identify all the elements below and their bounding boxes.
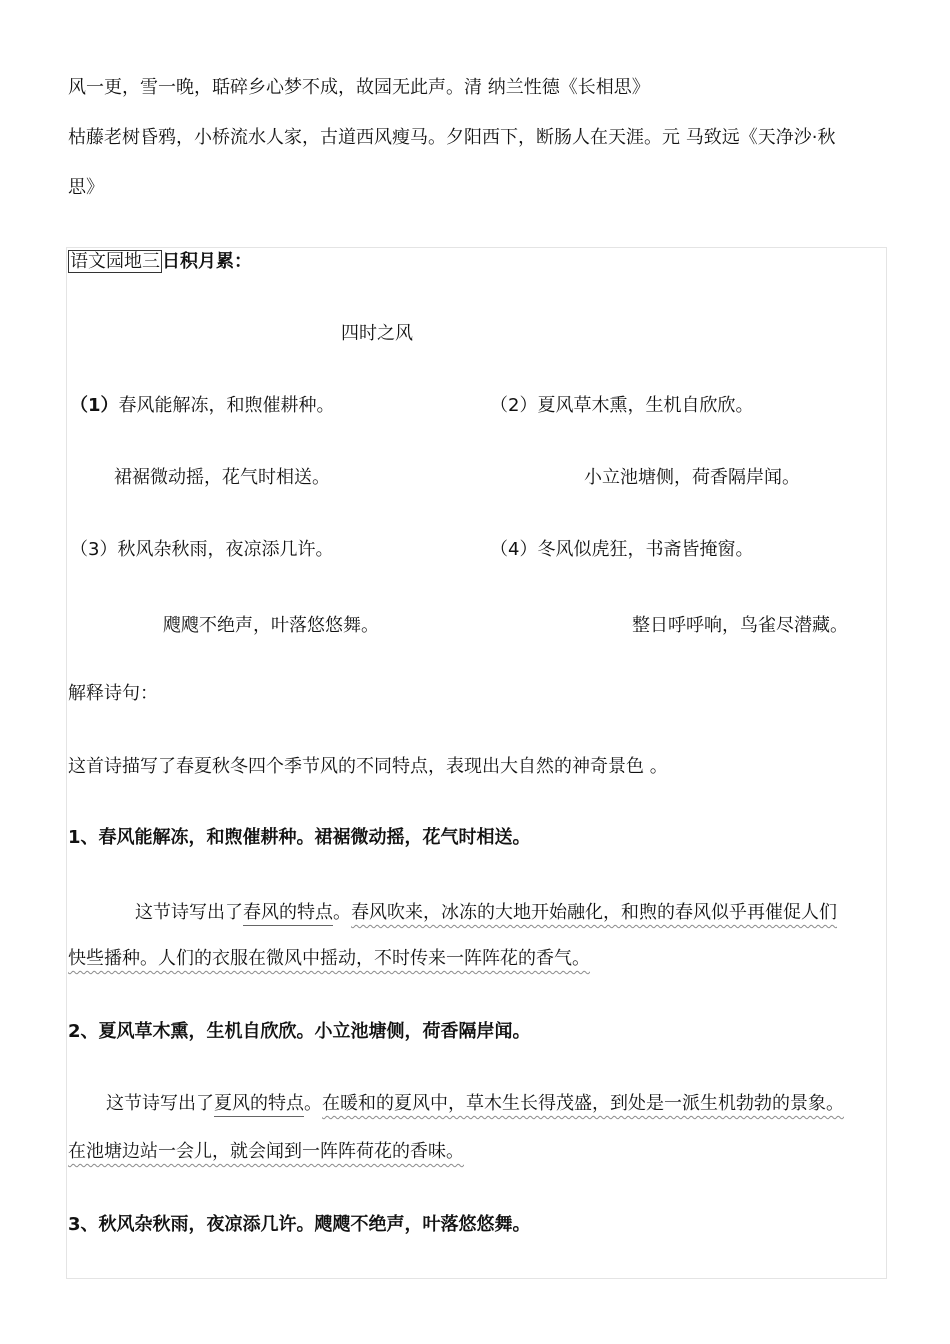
poem-title: 四时之风 [341,323,413,344]
item-1-paragraph-line-1 [135,901,837,925]
item-2-wavy-2: 在池塘边站一会儿，就会闻到一阵阵荷花的香味。 [68,1141,464,1162]
verse-3-text-1: 秋风杂秋雨，夜凉添几许。 [117,539,334,560]
section-label-rest: 日积月累： [162,251,252,272]
item-2-paragraph-line-2 [68,1140,464,1164]
item-2-period: 。 [304,1093,322,1114]
verse-2-number: （2） [490,395,538,416]
item-2-paragraph-line-1 [106,1092,844,1116]
verse-2-line-2: 小立池塘侧，荷香隔岸闻。 [584,467,800,488]
item-1-key-phrase: 春风的特点 [243,902,333,926]
verse-4-line-2: 整日呼呼响，鸟雀尽潜藏。 [632,615,848,636]
verse-4-number: （4） [490,539,538,560]
item-1-period: 。 [333,902,351,923]
verse-3-line-2: 飕飕不绝声，叶落悠悠舞。 [163,615,379,636]
intro-line-3: 思》 [68,177,104,198]
verse-2-text-1: 夏风草木熏，生机自欣欣。 [537,395,754,416]
item-1-wavy-2: 快些播种。人们的衣服在微风中摇动，不时传来一阵阵花的香气。 [68,948,590,969]
item-1-intro: 这节诗写出了 [135,902,243,923]
item-2-key-phrase: 夏风的特点 [214,1093,304,1117]
verse-4-line-1 [490,538,753,562]
verse-3-line-1 [70,538,333,562]
verse-3-number: （3） [70,539,118,560]
item-1-paragraph-line-2 [68,947,590,971]
section-heading [68,250,252,274]
verse-1-number: （1） [70,395,119,416]
item-2-intro: 这节诗写出了 [106,1093,214,1114]
verse-1-line-2: 裙裾微动摇，花气时相送。 [114,467,330,488]
item-1-heading: 1、春风能解冻，和煦催耕种。裙裾微动摇，花气时相送。 [68,827,531,848]
intro-line-1: 风一更，雪一晚，聒碎乡心梦不成，故园无此声。清 纳兰性德《长相思》 [68,77,650,98]
explain-heading: 解释诗句： [68,683,158,704]
verse-1-text-1: 春风能解冻，和煦催耕种。 [118,395,335,416]
intro-line-2: 枯藤老树昏鸦，小桥流水人家，古道西风瘦马。夕阳西下，断肠人在天涯。元 马致远《天净沙·秋 [68,127,836,148]
explain-summary: 这首诗描写了春夏秋冬四个季节风的不同特点，表现出大自然的神奇景色 。 [68,756,668,777]
verse-1-line-1 [70,394,335,418]
verse-4-text-1: 冬风似虎狂，书斋皆掩窗。 [537,539,754,560]
item-2-heading: 2、夏风草木熏，生机自欣欣。小立池塘侧，荷香隔岸闻。 [68,1021,531,1042]
verse-2-line-1 [490,394,753,418]
item-1-wavy-1: 春风吹来，冰冻的大地开始融化，和煦的春风似乎再催促人们 [351,902,837,923]
item-2-wavy-1: 在暖和的夏风中，草木生长得茂盛，到处是一派生机勃勃的景象。 [322,1093,844,1114]
item-3-heading: 3、秋风杂秋雨，夜凉添几许。飕飕不绝声，叶落悠悠舞。 [68,1214,531,1235]
section-label-box: 语文园地三 [70,251,160,272]
